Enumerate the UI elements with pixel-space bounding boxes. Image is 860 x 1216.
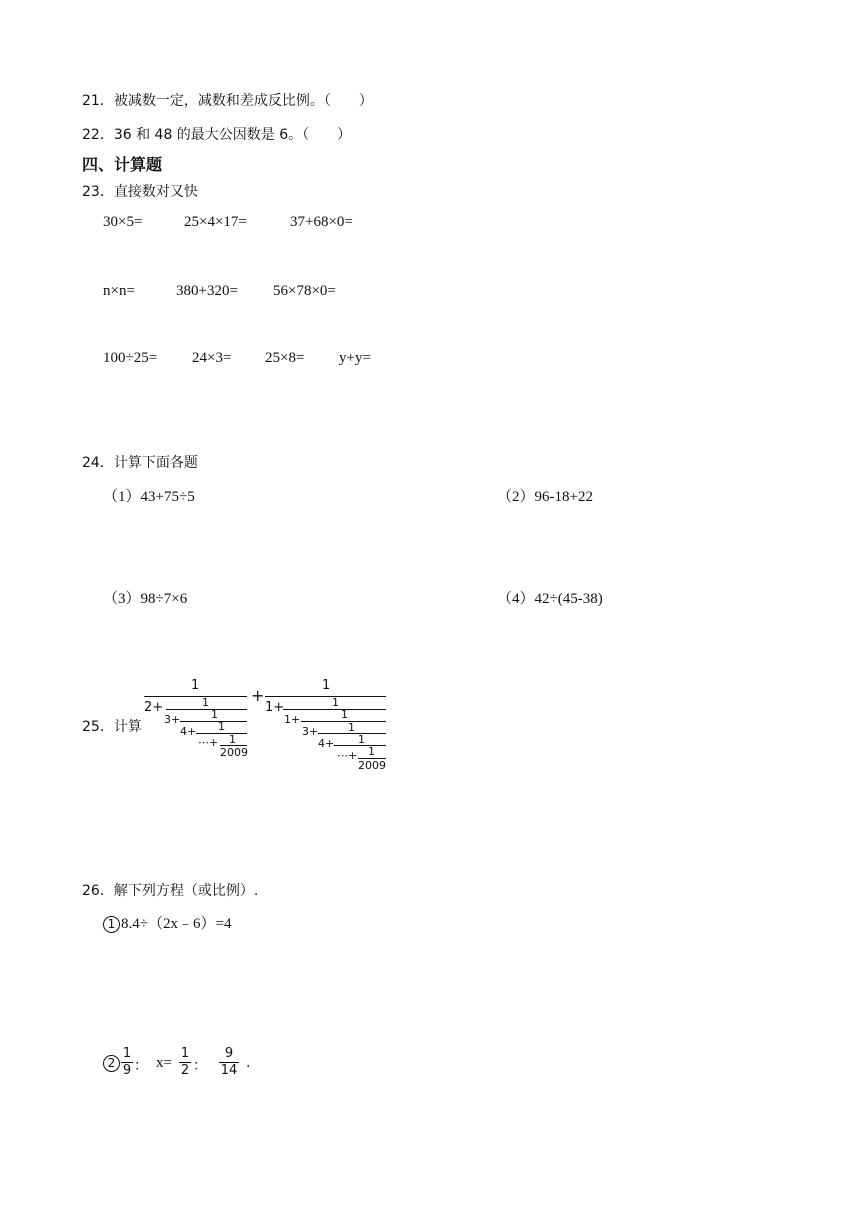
q24-item: （2）96-18+22: [497, 489, 593, 505]
fraction-bar: [265, 696, 386, 697]
circled-number: 2: [103, 1055, 120, 1072]
cf-numerator: 1: [358, 733, 365, 746]
cf-term: 4+: [180, 725, 197, 738]
denominator: 9: [122, 1063, 132, 1078]
cf-term: 4+: [318, 737, 335, 750]
question-number: 24．: [82, 455, 114, 471]
cf-numerator: 1: [202, 696, 209, 709]
fraction-bar: [318, 733, 386, 734]
fraction-bar: [334, 745, 386, 746]
question-title: 计算: [113, 719, 142, 735]
question-title: 直接数对又快: [113, 184, 198, 200]
question-26: [82, 880, 258, 900]
cf-numerator: 1: [211, 708, 218, 721]
period: .: [246, 1055, 251, 1071]
q23-item: n×n=: [103, 283, 135, 299]
fraction: [179, 1047, 191, 1078]
question-text: 被减数一定，减数和差成反比例。（ ）: [113, 93, 373, 109]
cf-numerator: 1: [341, 708, 348, 721]
numerator: 1: [122, 1046, 132, 1061]
fraction-bar: [196, 733, 247, 734]
equation-1: [103, 912, 231, 933]
question-number: 25．: [82, 719, 114, 735]
cf-numerator: 1: [332, 696, 339, 709]
cf-numerator: 1: [322, 678, 331, 693]
fraction-bar: [283, 709, 386, 710]
cf-numerator: 1: [218, 720, 225, 733]
q23-item: 24×3=: [192, 350, 232, 366]
cf-term: 1+: [265, 700, 285, 715]
ratio-colon: ：: [193, 1058, 207, 1074]
cf-numerator: 1: [229, 733, 236, 746]
cf-numerator: 1: [368, 745, 375, 758]
q24-item: （4）42÷(45-38): [497, 591, 603, 607]
question-number: 23．: [82, 184, 114, 200]
q23-item: 100÷25=: [103, 350, 158, 366]
ratio-colon: ：: [134, 1058, 148, 1074]
q23-item: y+y=: [339, 350, 371, 366]
cf-term: 3+: [164, 713, 181, 726]
q23-item: 56×78×0=: [273, 283, 336, 299]
numerator: 1: [180, 1046, 190, 1061]
fraction-bar: [144, 696, 247, 697]
q23-item: 380+320=: [176, 283, 238, 299]
q23-item: 25×4×17=: [184, 214, 247, 230]
denominator: 2: [180, 1063, 190, 1078]
cf-term: ⋯+: [337, 749, 358, 762]
plus-sign: +: [251, 686, 265, 705]
question-22: [82, 124, 351, 144]
question-title: 计算下面各题: [113, 455, 198, 471]
q24-item: （1）43+75÷5: [103, 489, 195, 505]
denominator: 14: [220, 1063, 238, 1078]
q23-item: 25×8=: [265, 350, 305, 366]
numerator: 9: [224, 1046, 234, 1061]
fraction-bar: [301, 721, 386, 722]
section-heading: 四、计算题: [82, 155, 163, 174]
fraction: [219, 1047, 239, 1078]
question-25: [82, 716, 142, 736]
equation-text: 8.4÷（2x﹣6）=4: [121, 916, 232, 932]
question-number: 26．: [82, 883, 114, 899]
question-number: 21．: [82, 93, 114, 109]
question-number: 22．: [82, 127, 114, 143]
question-title: 解下列方程（或比例）.: [113, 883, 259, 899]
circled-number: 1: [103, 916, 120, 933]
q23-item: 37+68×0=: [290, 214, 353, 230]
cf-term: ⋯+: [198, 736, 219, 749]
cf-term: 3+: [302, 725, 319, 738]
fraction-bar: [166, 709, 247, 710]
question-text: 36 和 48 的最大公因数是 6。（ ）: [113, 127, 352, 143]
question-24: [82, 452, 198, 472]
cf-term: 2+: [144, 700, 164, 715]
question-21: [82, 90, 373, 110]
cf-denominator: 2009: [358, 759, 386, 772]
question-23: [82, 181, 198, 201]
cf-numerator: 1: [348, 721, 355, 734]
cf-denominator: 2009: [220, 746, 248, 759]
fraction-bar: [180, 721, 247, 722]
cf-numerator: 1: [191, 678, 200, 693]
q24-item: （3）98÷7×6: [103, 591, 188, 607]
variable: x=: [156, 1055, 172, 1071]
fraction: [121, 1047, 133, 1078]
q23-item: 30×5=: [103, 214, 143, 230]
cf-term: 1+: [284, 713, 301, 726]
